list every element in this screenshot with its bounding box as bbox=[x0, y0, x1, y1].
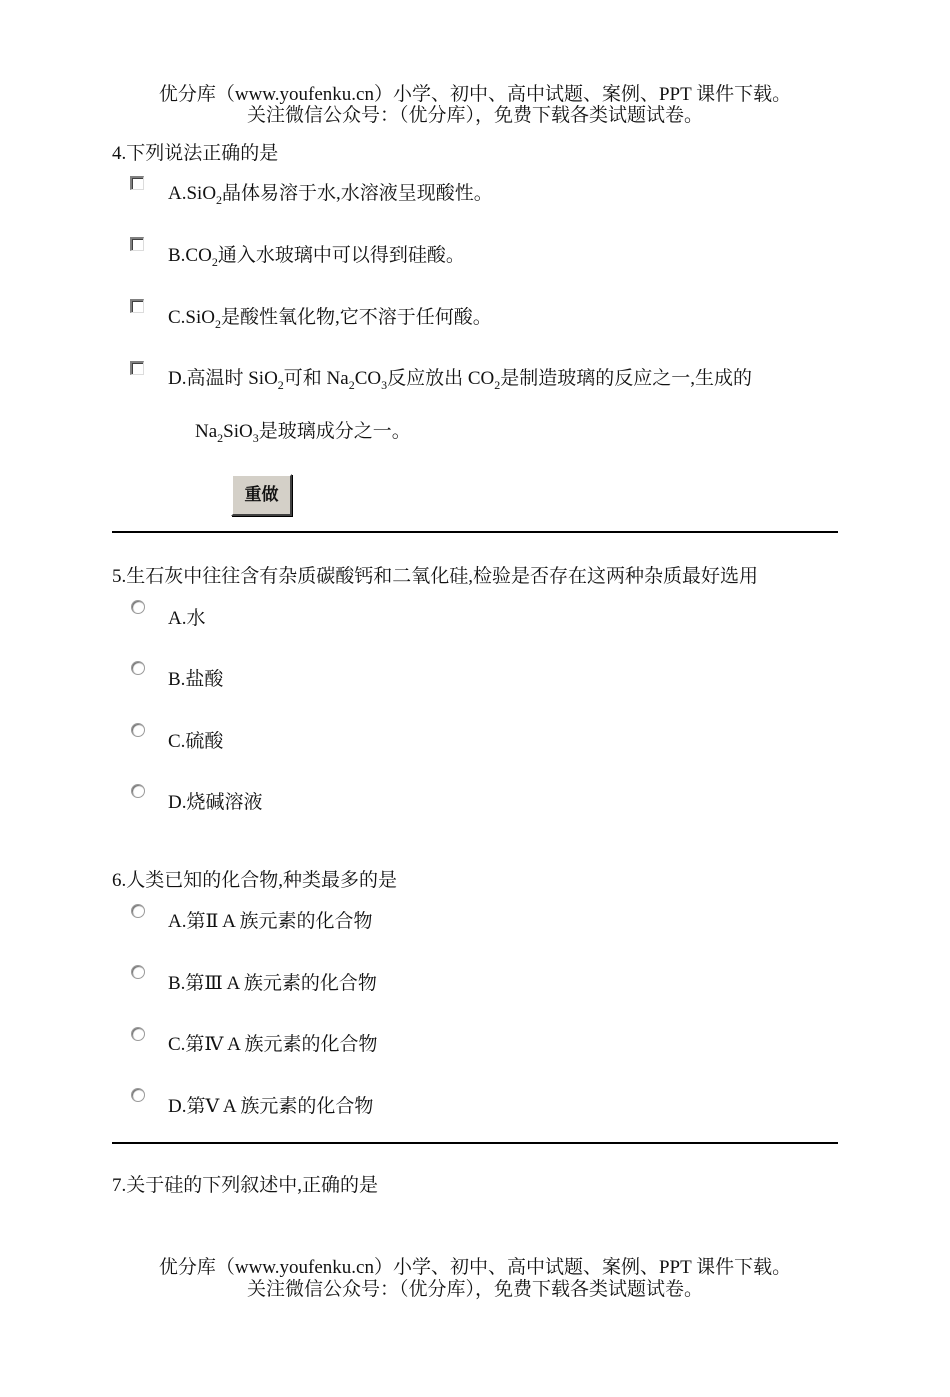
footer-line-2: 关注微信公众号：（优分库），免费下载各类试题试卷。 bbox=[246, 1279, 703, 1300]
divider bbox=[112, 531, 838, 533]
question-5-stem: 5.生石灰中往往含有杂质碳酸钙和二氧化硅,检验是否存在这两种杂质最好选用 bbox=[112, 566, 759, 587]
q4-option-b-checkbox[interactable] bbox=[130, 237, 144, 251]
q4-option-c-label: C.SiO$_2$是酸性氧化物,它不溶于任何酸。 bbox=[168, 307, 492, 331]
q5-option-c-radio[interactable] bbox=[131, 723, 145, 737]
q4-option-d-label-line-2: $Na_2SiO_3$是玻璃成分之一。 bbox=[195, 421, 411, 445]
q4-option-a-checkbox[interactable] bbox=[130, 176, 144, 190]
q6-option-b-label: B.第Ⅲ A 族元素的化合物 bbox=[168, 973, 377, 994]
divider bbox=[112, 1142, 838, 1144]
q6-option-a-radio[interactable] bbox=[131, 904, 145, 918]
q5-option-d-label: D.烧碱溶液 bbox=[168, 792, 263, 813]
q6-option-a-label: A.第Ⅱ A 族元素的化合物 bbox=[168, 911, 373, 932]
q5-option-d-radio[interactable] bbox=[131, 784, 145, 798]
header-line-1: 优分库（www.youfenku.cn）小学、初中、高中试题、案例、PPT 课件下载。 bbox=[158, 84, 792, 105]
q5-option-a-radio[interactable] bbox=[131, 600, 145, 614]
q6-option-c-label: C.第Ⅳ A 族元素的化合物 bbox=[168, 1034, 378, 1055]
question-6-stem: 6.人类已知的化合物,种类最多的是 bbox=[112, 870, 398, 891]
question-4-stem: 4.下列说法正确的是 bbox=[112, 143, 279, 164]
q4-option-d-label-line-1: D.高温时 SiO$_2$可和 $Na_2CO_3$反应放出 $CO_2$是制造玻璃的反应之一,生成的 bbox=[168, 368, 753, 392]
redo-button[interactable]: 重做 bbox=[231, 474, 292, 516]
q5-option-c-label: C.硫酸 bbox=[168, 731, 224, 752]
q5-option-b-radio[interactable] bbox=[131, 661, 145, 675]
q4-option-b-label: $B.CO_2$通入水玻璃中可以得到硅酸。 bbox=[168, 245, 465, 269]
q4-option-c-checkbox[interactable] bbox=[130, 299, 144, 313]
question-7-stem: 7.关于硅的下列叙述中,正确的是 bbox=[112, 1175, 379, 1196]
q5-option-b-label: B.盐酸 bbox=[168, 669, 224, 690]
q6-option-d-label: D.第Ⅴ A 族元素的化合物 bbox=[168, 1096, 374, 1117]
q6-option-b-radio[interactable] bbox=[131, 965, 145, 979]
q6-option-c-radio[interactable] bbox=[131, 1027, 145, 1041]
q5-option-a-label: A.水 bbox=[168, 608, 206, 629]
q6-option-d-radio[interactable] bbox=[131, 1088, 145, 1102]
q4-option-a-label: A.SiO$_2$晶体易溶于水,水溶液呈现酸性。 bbox=[168, 183, 493, 207]
q4-option-d-checkbox[interactable] bbox=[130, 361, 144, 375]
header-line-2: 关注微信公众号：（优分库），免费下载各类试题试卷。 bbox=[246, 105, 703, 126]
footer-line-1: 优分库（www.youfenku.cn）小学、初中、高中试题、案例、PPT 课件下载。 bbox=[158, 1257, 792, 1278]
